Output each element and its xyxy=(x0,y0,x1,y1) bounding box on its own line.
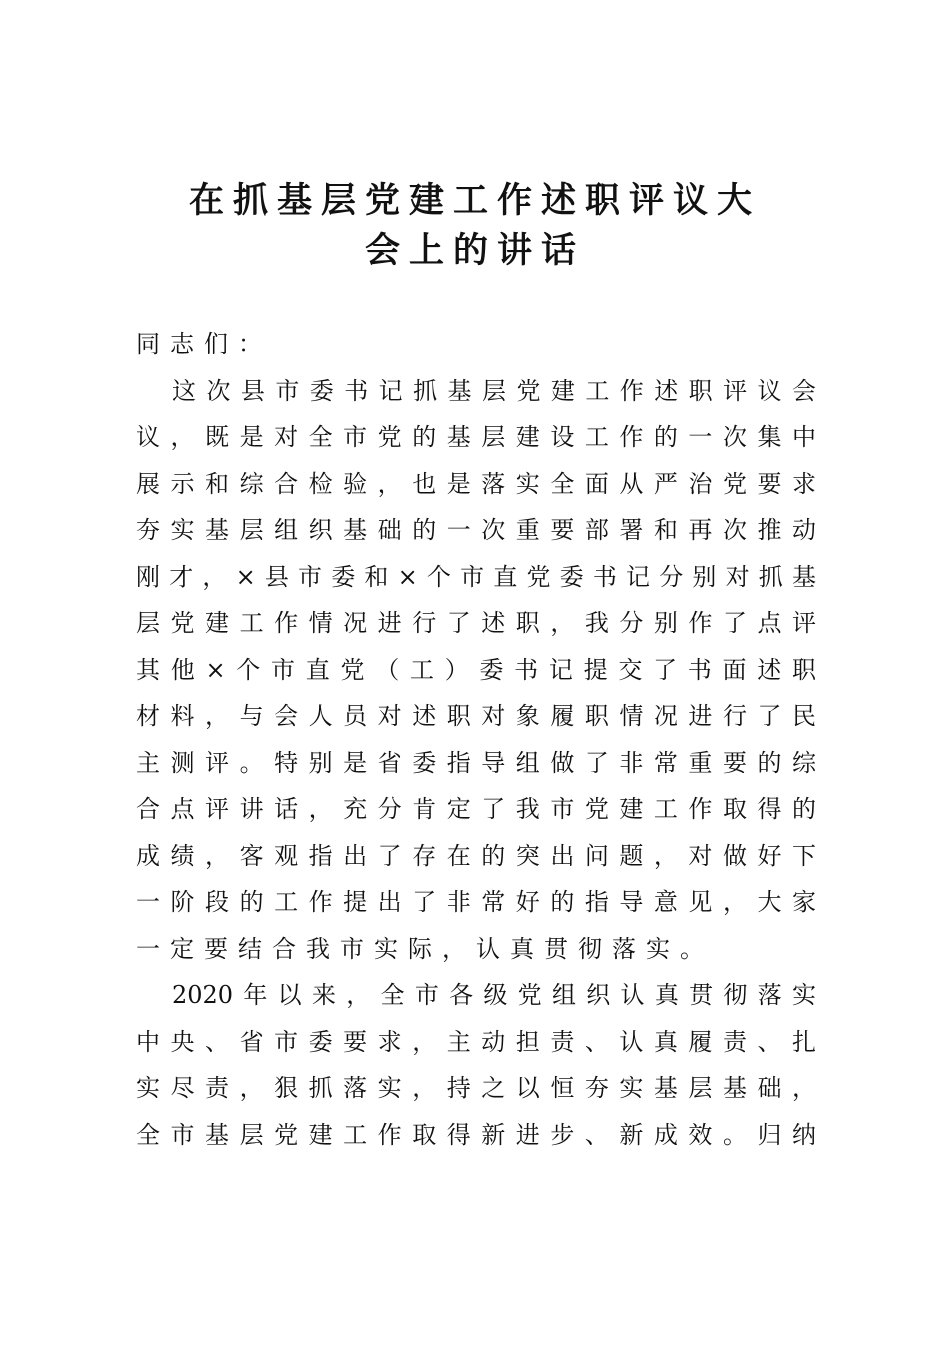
paragraph-2-line-3: 实尽责，狠抓落实，持之以恒夯实基层基础， xyxy=(136,1074,816,1102)
document-title xyxy=(135,176,815,276)
paragraph-1-line-4: 夯实基层组织基础的一次重要部署和再次推动 xyxy=(136,516,816,544)
paragraph-1-line-10: 合点评讲话，充分肯定了我市党建工作取得的 xyxy=(136,795,816,823)
paragraph-1-line-3: 展示和综合检验，也是落实全面从严治党要求 xyxy=(136,469,816,498)
document-body xyxy=(136,321,816,1158)
paragraph-1-line-6: 层党建工作情况进行了述职，我分别作了点评 xyxy=(136,609,816,637)
title-line-1: 在抓基层党建工作述职评议大 xyxy=(188,181,761,221)
paragraph-2-line-1: 2020年以来，全市各级党组织认真贯彻落实 xyxy=(172,981,816,1009)
paragraph-1-line-9: 主测评。特别是省委指导组做了非常重要的综 xyxy=(136,748,816,777)
paragraph-2-line-2: 中央、省市委要求，主动担责、认真履责、扎 xyxy=(136,1027,816,1056)
paragraph-1-line-12: 一阶段的工作提出了非常好的指导意见，大家 xyxy=(136,888,816,916)
title-line-2: 会上的讲话 xyxy=(364,231,585,271)
paragraph-1-line-1: 这次县市委书记抓基层党建工作述职评议会 xyxy=(172,376,816,405)
paragraph-2-line-4: 全市基层党建工作取得新进步、新成效。归纳 xyxy=(136,1120,816,1149)
salutation: 同志们： xyxy=(136,330,272,358)
paragraph-1-line-2: 议，既是对全市党的基层建设工作的一次集中 xyxy=(136,423,816,451)
paragraph-1-line-11: 成绩，客观指出了存在的突出问题，对做好下 xyxy=(136,841,816,870)
paragraph-1-line-7: 其他×个市直党（工）委书记提交了书面述职 xyxy=(136,655,816,684)
paragraph-1-line-8: 材料，与会人员对述职对象履职情况进行了民 xyxy=(136,702,816,730)
paragraph-1-line-5: 刚才，×县市委和×个市直党委书记分别对抓基 xyxy=(136,562,816,591)
paragraph-1-line-13: 一定要结合我市实际，认真贯彻落实。 xyxy=(136,934,714,963)
